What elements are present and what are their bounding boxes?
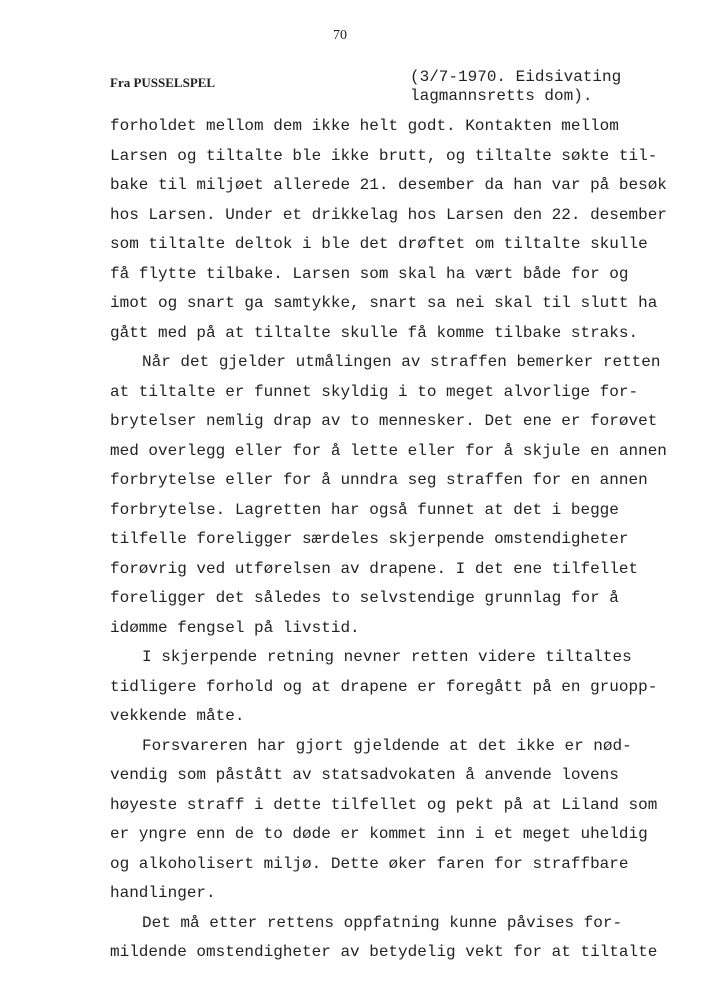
text-line: forbrytelse. Lagretten har også funnet at det i begge (110, 500, 619, 519)
text-line: imot og snart ga samtykke, snart sa nei skal til slutt ha (110, 294, 658, 312)
text-line: Forsvareren har gjort gjeldende at det ikke er nød- (142, 736, 632, 755)
date-note-line: (3/7-1970. Eidsivating (410, 68, 622, 86)
text-line: Det må etter rettens oppfatning kunne påvises for- (142, 913, 623, 932)
text-line: Når det gjelder utmålingen av straffen bemerker retten (142, 353, 661, 371)
date-note (410, 68, 621, 106)
text-line: handlinger. (110, 884, 216, 902)
text-line: idømme fengsel på livstid. (110, 618, 360, 637)
text-line: få flytte tilbake. Larsen som skal ha vært både for og (110, 264, 629, 283)
text-line: hos Larsen. Under et drikkelag hos Larsen den 22. desember (110, 205, 667, 224)
text-line: bake til miljøet allerede 21. desember da han var på besøk (110, 176, 667, 194)
text-line: forbrytelse eller for å unndra seg straffen for en annen (110, 471, 648, 489)
text-line: vendig som påstått av statsadvokaten å anvende lovens (110, 766, 619, 784)
text-line: mildende omstendigheter av betydelig vekt for at tiltalte (110, 943, 658, 961)
text-line: foreligger det således to selvstendige grunnlag for å (110, 589, 619, 607)
text-line: at tiltalte er funnet skyldig i to meget alvorlige for- (110, 382, 639, 401)
text-line: som tiltalte deltok i ble det drøftet om tiltalte skulle (110, 235, 648, 253)
text-line: tilfelle foreligger særdeles skjerpende omstendigheter (110, 530, 629, 548)
text-line: forøvrig ved utførelsen av drapene. I det ene tilfellet (110, 559, 639, 578)
body-text (110, 112, 690, 968)
text-line: vekkende måte. (110, 707, 245, 725)
page-number: 70 (333, 28, 347, 43)
date-note-line: lagmannsretts dom). (410, 87, 593, 105)
text-line: forholdet mellom dem ikke helt godt. Kontakten mellom (110, 117, 619, 135)
text-line: Larsen og tiltalte ble ikke brutt, og tiltalte søkte til- (110, 146, 658, 165)
text-line: og alkoholisert miljø. Dette øker faren for straffbare (110, 854, 629, 873)
text-line: høyeste straff i dette tilfellet og pekt på at Liland som (110, 795, 658, 814)
text-line: er yngre enn de to døde er kommet inn i et meget uheldig (110, 825, 648, 843)
text-line: brytelser nemlig drap av to mennesker. Det ene er forøvet (110, 412, 658, 430)
text-line: tidligere forhold og at drapene er foregått på en gruopp- (110, 677, 658, 696)
text-line: gått med på at tiltalte skulle få komme tilbake straks. (110, 323, 639, 342)
text-line: med overlegg eller for å lette eller for å skjule en annen (110, 441, 667, 460)
text-line: I skjerpende retning nevner retten videre tiltaltes (142, 648, 632, 666)
source-label: Fra PUSSELSPEL (110, 75, 216, 90)
